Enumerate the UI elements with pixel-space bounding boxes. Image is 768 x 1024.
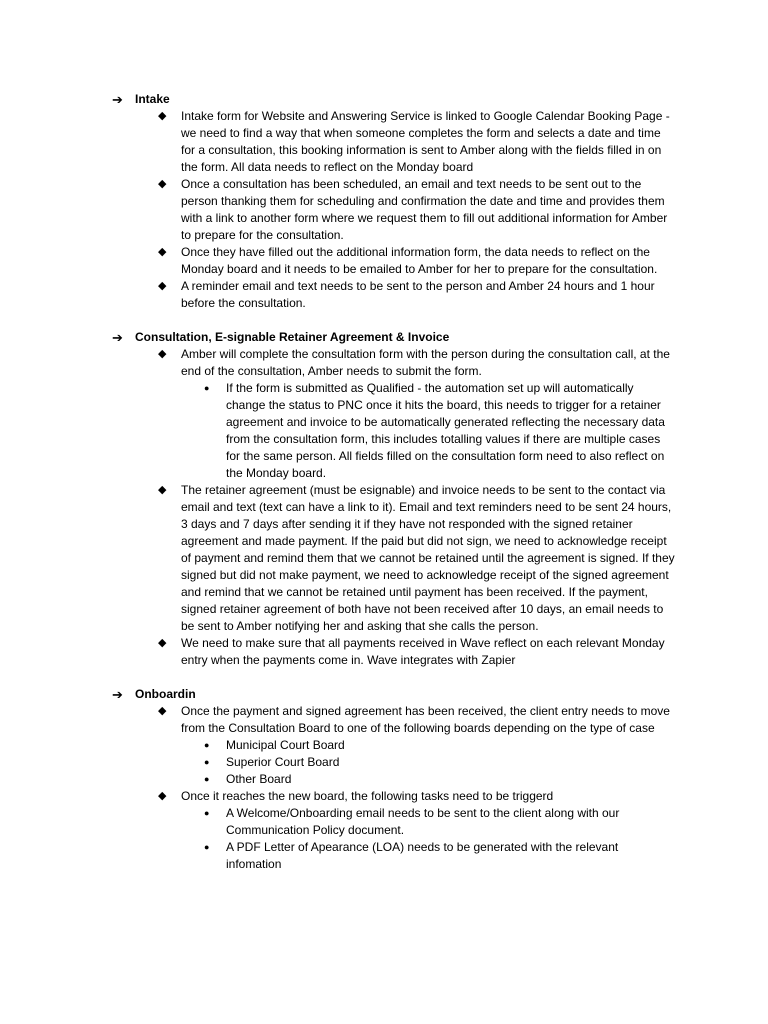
list-item [0, 635, 677, 669]
sub-list-item-text: A PDF Letter of Apearance (LOA) needs to be generated with the relevant infomation [226, 840, 619, 871]
diamond-bullet-icon: ◆ [158, 178, 167, 190]
round-bullet-icon: ● [204, 808, 210, 818]
diamond-bullet-icon: ◆ [158, 280, 167, 292]
section-heading [0, 91, 675, 108]
round-bullet-icon: ● [204, 774, 210, 784]
list-item-text: Once they have filled out the additional information form, the data needs to reflect on the Monday board and it needs to be emailed to Amber for her to prepare for the consultation. [181, 245, 658, 276]
list-item-text: Once a consultation has been scheduled, an email and text needs to be sent out to the person thanking them for scheduling and confirmation the date and time and provides them with a link to another form where we request them to fill out additional information for Amber to prepare for the consultation. [181, 177, 668, 242]
arrow-icon: ➔ [112, 330, 123, 345]
list-item-text: We need to make sure that all payments received in Wave reflect on each relevant Monday entry when the payments come in. Wave integrates with Zapier [181, 636, 665, 667]
diamond-bullet-icon: ◆ [158, 246, 167, 258]
list-item-text: A reminder email and text needs to be sent to the person and Amber 24 hours and 1 hour before the consultation. [181, 279, 655, 310]
list-item [0, 703, 677, 737]
round-bullet-icon: ● [204, 383, 210, 393]
diamond-bullet-icon: ◆ [158, 705, 167, 717]
sub-list-item-text: A Welcome/Onboarding email needs to be sent to the client along with our Communication Policy document. [226, 806, 620, 837]
section-consultation [0, 329, 768, 669]
list-item [0, 482, 677, 635]
list-item [0, 278, 677, 312]
arrow-icon: ➔ [112, 687, 123, 702]
round-bullet-icon: ● [204, 740, 210, 750]
sub-list-item-text: Superior Court Board [226, 755, 340, 769]
sub-list-item [0, 805, 666, 839]
diamond-bullet-icon: ◆ [158, 110, 167, 122]
list-item-text: Amber will complete the consultation form with the person during the consultation call, at the end of the consultation, Amber needs to submit the form. [181, 347, 670, 378]
list-item [0, 176, 677, 244]
section-intake [0, 91, 768, 312]
arrow-icon: ➔ [112, 92, 123, 107]
diamond-bullet-icon: ◆ [158, 637, 167, 649]
round-bullet-icon: ● [204, 842, 210, 852]
sub-list-item [0, 771, 666, 788]
diamond-bullet-icon: ◆ [158, 790, 167, 802]
heading-text: Consultation, E-signable Retainer Agreement & Invoice [135, 330, 450, 344]
document-page [0, 91, 768, 873]
heading-text: Onboardin [135, 687, 196, 701]
list-item [0, 788, 677, 805]
round-bullet-icon: ● [204, 757, 210, 767]
sub-list-item [0, 754, 666, 771]
sub-list-item [0, 737, 666, 754]
sub-list-item-text: Municipal Court Board [226, 738, 345, 752]
section-onboarding [0, 686, 768, 873]
list-item-text: Intake form for Website and Answering Service is linked to Google Calendar Booking Page - we need to find a way that when someone completes the form and selects a date and time for a consultation, this booking information is sent to Amber along with the fields filled in on the form. All data needs to reflect on the Monday board [181, 109, 670, 174]
list-item-text: Once the payment and signed agreement has been received, the client entry needs to move from the Consultation Board to one of the following boards depending on the type of case [181, 704, 670, 735]
sub-list-item [0, 839, 666, 873]
sub-list-item [0, 380, 666, 482]
heading-text: Intake [135, 92, 170, 106]
list-item [0, 244, 677, 278]
section-heading [0, 329, 675, 346]
section-heading [0, 686, 675, 703]
list-item [0, 346, 677, 380]
diamond-bullet-icon: ◆ [158, 348, 167, 360]
list-item [0, 108, 677, 176]
list-item-text: The retainer agreement (must be esignable) and invoice needs to be sent to the contact via email and text (text can have a link to it). Email and text reminders need to be sent 24 hours, 3 days and 7 days after sending it if they have not responded with the signed retainer agreement and made payment. If the paid but did not sign, we need to acknowledge receipt of payment and remind them that we cannot be retained until the agreement is signed. If they signed but did not make payment, we need to acknowledge receipt of the signed agreement and remind that we cannot be retained until payment has been received. If the payment, signed retainer agreement of both have not been received after 10 days, an email needs to be sent to Amber notifying her and asking that she calls the person. [181, 483, 675, 633]
diamond-bullet-icon: ◆ [158, 484, 167, 496]
sub-list-item-text: If the form is submitted as Qualified - the automation set up will automatically change the status to PNC once it hits the board, this needs to trigger for a retainer agreement and invoice to be automatically generated reflecting the necessary data from the consultation form, this includes totalling values if there are multiple cases for the same person. All fields filled on the consultation form need to also reflect on the Monday board. [226, 381, 665, 480]
sub-list-item-text: Other Board [226, 772, 292, 786]
list-item-text: Once it reaches the new board, the following tasks need to be triggerd [181, 789, 554, 803]
